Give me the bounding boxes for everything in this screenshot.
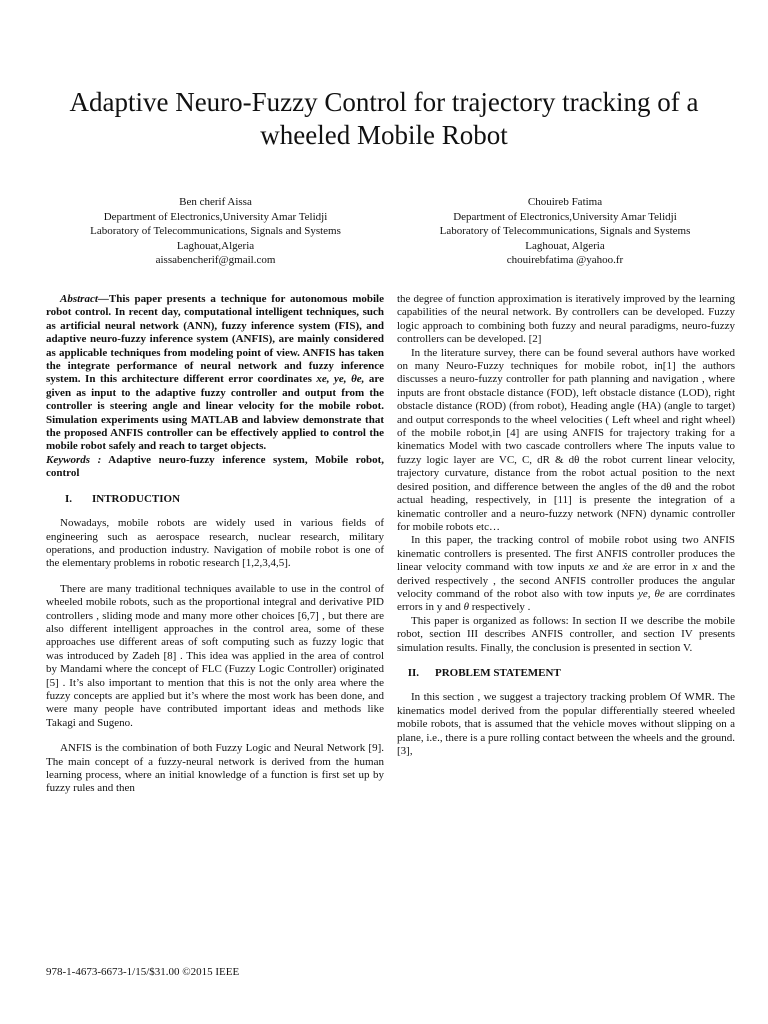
author-email: chouirebfatima @yahoo.fr (506, 254, 624, 267)
author-name: Chouireb Fatima (527, 196, 603, 208)
keywords-label: Keywords : (46, 453, 102, 466)
left-column (46, 293, 384, 796)
intro-paragraph-2: There are many traditional techniques available to use in the control of wheeled mobile robots, such as the proportional integral and derivative PID controllers , sliding mode and many more other choices [6,7] , but there are also different intelligent approaches in the control area, some of these approaches use different areas of soft computing such as fuzzy logic that was introduced by Zadeh [8] . This idea was applied in the area of control by Mandami where the concept of FLC (Fuzzy Logic Controller) originated [5] . It’s also important to mention that this is not the only area where the fuzzy concepts are applied but it’s where the most work has been done, and were many people have contributed important ideas and methods like Takagi and Sugeno. (46, 582, 384, 729)
paper-title: Adaptive Neuro-Fuzzy Control for trajectory tracking of a wheeled Mobile Robot (69, 87, 699, 150)
tracking-math: xe (588, 561, 599, 574)
abstract-text-1: This paper presents a technique for autonomous mobile robot control. In recent day, computational intelligent techniques, such as artificial neural network (ANN), fuzzy inference system (FIS), and adaptive neuro-fuzzy inference system (ANFIS), are mainly considered as applicable techniques from modeling point of view. ANFIS has taken the integrate performance of neural network and fuzzy inference system. In this architecture different error coordinates (46, 293, 384, 386)
tracking-text: are corrdinates errors in y and (397, 587, 735, 614)
author-name: Ben cherif Aissa (179, 196, 252, 208)
section-number: I. (64, 492, 72, 505)
author-block-2 (390, 195, 740, 268)
tracking-paragraph (397, 534, 735, 614)
right-paragraph-1: the degree of function approximation is iteratively improved by the learning capabilities of the neural network. By controllers can be developed. Fuzzy logic approach to combining both fuzzy and neural paradigms, neuro-fuzzy controllers can be developed. [2] (397, 293, 735, 346)
section-number: II. (407, 666, 419, 679)
author-block-1 (38, 195, 393, 268)
right-column (397, 293, 735, 758)
tracking-math: ye, θe (637, 587, 665, 600)
problem-paragraph: In this section , we suggest a trajectory tracking problem Of WMR. The kinematics model derived from the popular differentially steered wheeled mobile robots, that is assumed that the vehicle moves without slipping on a plane, i.e., there is a pure rolling contact between the wheels and the ground.[3], (397, 691, 735, 757)
section-title: PROBLEM STATEMENT (435, 666, 561, 679)
section-heading-problem-statement (397, 667, 735, 680)
tracking-math: ẋe (622, 561, 633, 574)
abstract (46, 293, 384, 454)
tracking-text: are error in (632, 561, 693, 574)
author-email: aissabencherif@gmail.com (155, 254, 276, 267)
copyright-footer: 978-1-4673-6673-1/15/$31.00 ©2015 IEEE (46, 966, 240, 978)
tracking-text: and the derived respectively , the second ANFIS controller produces the angular velocity command of the robot also with tow inputs (397, 561, 735, 600)
author-lab: Laboratory of Telecommunications, Signals and Systems (90, 225, 341, 238)
tracking-text: respectively . (469, 601, 531, 614)
keywords-text: Adaptive neuro-fuzzy inference system, Mobile robot, control (46, 453, 384, 480)
organization-paragraph: This paper is organized as follows: In section II we describe the mobile robot, section III describes ANFIS controller, and section IV presents simulation results. Finally, the conclusion is presented in section V. (397, 614, 735, 654)
author-department: Department of Electronics,University Amar Telidji (453, 210, 677, 223)
abstract-label: Abstract— (60, 293, 109, 305)
author-department: Department of Electronics,University Amar Telidji (103, 210, 328, 223)
tracking-math: θ (463, 601, 469, 614)
section-title: INTRODUCTION (92, 492, 181, 505)
intro-paragraph-3: ANFIS is the combination of both Fuzzy Logic and Neural Network [9]. The main concept of a fuzzy-neural network is derived from the human learning process, where an initial knowledge of a function is first set up by fuzzy rules and then (46, 742, 384, 795)
tracking-math: x (692, 561, 698, 574)
keywords (46, 454, 384, 481)
tracking-text: and (598, 561, 623, 574)
section-heading-introduction (46, 493, 384, 506)
author-city: Laghouat, Algeria (525, 239, 605, 252)
author-lab: Laboratory of Telecommunications, Signals and Systems (439, 225, 691, 238)
intro-paragraph-1: Nowadays, mobile robots are widely used in various fields of engineering such as aerospace research, nuclear research, military operations, and production industry. Navigation of mobile robot is one of the elementary problems in robotic research [1,2,3,4,5]. (46, 517, 384, 570)
author-city: Laghouat,Algeria (176, 239, 255, 252)
abstract-text-2: are given as input to the adaptive fuzzy controller and output from the controller is steering angle and linear velocity for the mobile robot. Simulation experiments using MATLAB and labview demonstrate that the proposed ANFIS controller can be effectively applied to control the mobile robot safely and reach to target objects. (46, 373, 384, 453)
abstract-math: xe, ye, θe, (316, 373, 365, 386)
tracking-text: In this paper, the tracking control of mobile robot using two ANFIS kinematic controllers is presented. The first ANFIS controller produces the linear velocity command with tow inputs (397, 534, 735, 574)
right-paragraph-2: In the literature survey, there can be found several authors have worked on many Neuro-Fuzzy techniques for mobile robot, in[1] the authors discusses a neuro-fuzzy controller for path planning and navigation , where inputs are front obstacle distance (FOD), left obstacle distance (LOD), right obstacle distance (ROD) (from robot), Heading angle (HA) (angle to target) and output corresponds to the wheel velocities ( Left wheel and right wheel) of the mobile robot,in [4] are using ANFIS for trajectory traking for a kinematics Model with two cascade controllers where The inputs value to fuzzy logic layer are VC, C, dR & dθ the robot current linear velocity, trajectory curvature, distance from the robot actual position to the next desired position, and difference between the angles of the dθ and the robot actual heading, respectively, in [11] is presente the integration of a kinematic controller and a neuro-fuzzy network (NFN) dynamic controller for mobile robots etc… (397, 346, 735, 533)
